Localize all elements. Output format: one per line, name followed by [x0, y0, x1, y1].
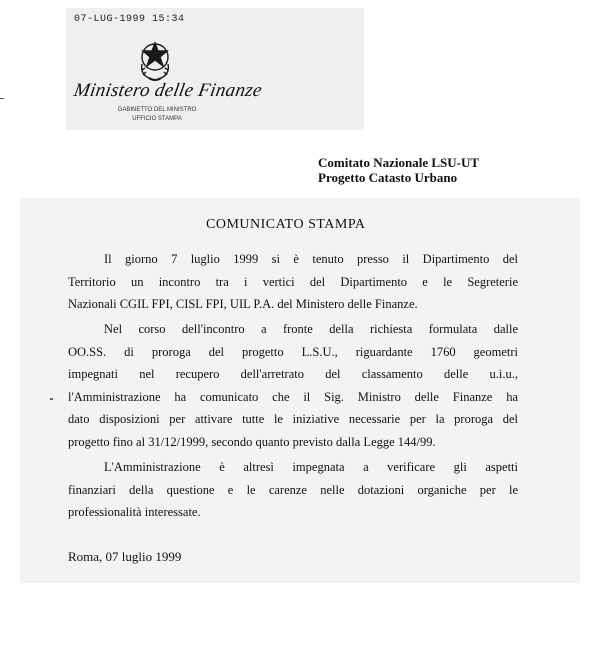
- italian-republic-emblem-icon: [137, 40, 173, 82]
- paragraph-line: Nel corso dell'incontro a fronte della richiesta formulata dalle: [104, 322, 518, 336]
- paragraph-line: OO.SS. di proroga del progetto L.S.U., riguardante 1760 geometri: [68, 344, 518, 359]
- ministry-name-script: Ministero delle Finanze: [72, 80, 264, 101]
- paragraph-line: Nazionali CGIL FPI, CISL FPI, UIL P.A. del Ministero delle Finanze.: [68, 297, 418, 311]
- paragraph-line: dato disposizioni per attivare tutte le iniziative necessarie per la proroga del: [68, 412, 518, 426]
- paragraph-line: l'Amministrazione ha comunicato che il Sig. Ministro delle Finanze ha: [68, 389, 518, 404]
- ministry-cabinet-line: GABINETTO DEL MINISTRO: [117, 107, 197, 113]
- paragraph-line: impegnati nel recupero dell'arretrato del classamento delle u.i.u.,: [68, 367, 518, 381]
- paragraph-line: progetto fino al 31/12/1999, secondo quanto previsto dalla Legge 144/99.: [68, 434, 436, 449]
- paragraph-line: Il giorno 7 luglio 1999 si è tenuto presso il Dipartimento del: [104, 252, 518, 266]
- paragraph-line: professionalità interessate.: [68, 505, 201, 519]
- committee-block: [318, 155, 479, 185]
- fax-timestamp: 07-LUG-1999 15:34: [74, 14, 185, 25]
- letterhead-scan: [66, 8, 364, 130]
- ministry-press-office-line: UFFICIO STAMPA: [132, 116, 182, 122]
- paragraph-3: [68, 456, 518, 524]
- scan-speck: [50, 398, 53, 400]
- paragraph-line: L'Amministrazione è altresì impegnata a verificare gli aspetti: [104, 460, 518, 474]
- scan-mark: [0, 98, 4, 99]
- ministry-office: [117, 106, 197, 124]
- paragraph-1: [68, 248, 518, 316]
- project-name: Progetto Catasto Urbano: [318, 170, 458, 185]
- paragraph-line: finanziari della questione e le carenze nelle dotazioni organiche per le: [68, 482, 518, 497]
- place-and-date: Roma, 07 luglio 1999: [68, 549, 182, 564]
- press-release-title: COMUNICATO STAMPA: [206, 217, 366, 232]
- paragraph-line: Territorio un incontro tra i vertici del Dipartimento e le Segreterie: [68, 274, 518, 289]
- paragraph-2: [68, 318, 518, 453]
- committee-name: Comitato Nazionale LSU-UT: [318, 155, 480, 170]
